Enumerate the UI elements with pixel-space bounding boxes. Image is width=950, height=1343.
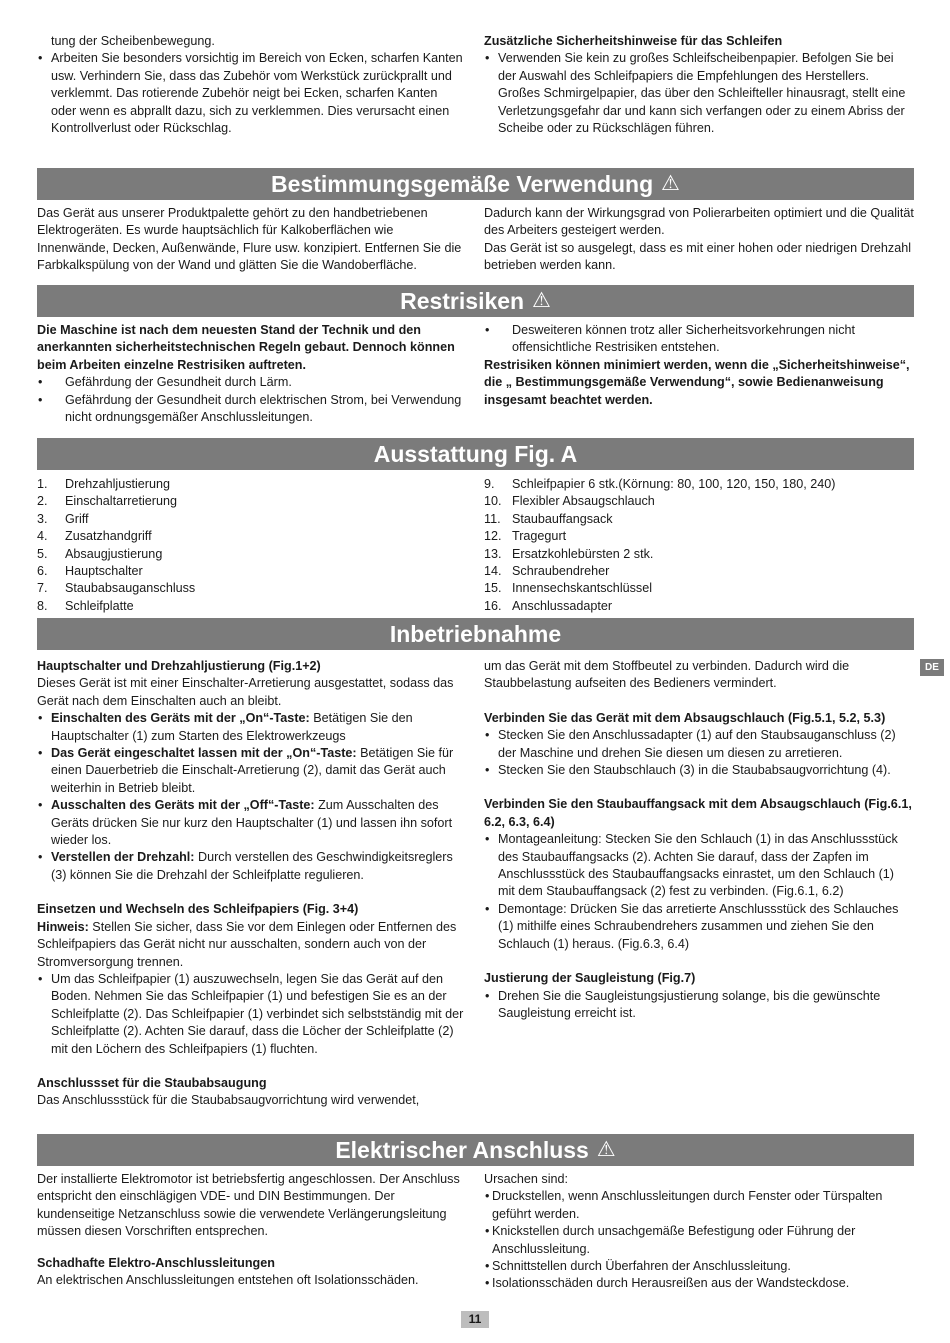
equipment-item: 7. Staubabsauganschluss [37,581,196,596]
top-right-heading: Zusätzliche Sicherheitshinweise für das Schleifen [484,34,783,48]
subheading: Einsetzen und Wechseln des Schleifpapiers (Fig. 3+4) [37,902,359,917]
equipment-item: 5. Absaugjustierung [37,546,163,561]
switch-item: • Verstellen der Drehzahl: Durch verstellen des Geschwindigkeitsreglers (3) können Sie die Drehzahl der Schleifplatte regulieren. [37,849,465,884]
subheading: Verbinden Sie das Gerät mit dem Absaugschlauch (Fig.5.1, 5.2, 5.3) [484,710,886,725]
equipment-item: 8. Schleifplatte [37,598,134,613]
restrisiken-bullet: • Gefährdung der Gesundheit durch Lärm. [37,374,465,391]
restrisiken-intro: Die Maschine ist nach dem neuesten Stand der Technik und den anerkannten sicherheitstechnischen Regeln gebaut. Dennoch können beim Arbeiten einzelne Restrisiken auftreten. [37,323,455,372]
list-item: • Stecken Sie den Anschlussadapter (1) auf den Staubsauganschluss (2) der Maschine und drehen Sie diesen um diesen zu arretieren. [484,727,914,762]
verwendung-right [484,205,914,275]
page-number: 11 [461,1311,489,1328]
top-left-continuation: tung der Scheibenbewegung. [51,34,215,48]
equipment-item: 4. Zusatzhandgriff [37,529,152,544]
list-item: • Schnittstellen durch Überfahren der Anschlussleitung. [484,1258,914,1275]
list-item: • Knickstellen durch unsachgemäße Befestigung oder Führung der Anschlussleitung. [484,1223,914,1258]
section-title-verwendung: Bestimmungsgemäße Verwendung [271,171,654,197]
equipment-item: 6. Hauptschalter [37,564,143,579]
top-right-column [484,33,914,137]
switch-item: • Ausschalten des Geräts mit der „Off“-Taste: Zum Ausschalten des Geräts drücken Sie nur kurz den Hauptschalter (1) und lassen ihn sofort wieder los. [37,797,465,849]
list-item: • Demontage: Drücken Sie das arretierte Anschlussstück des Schlauches (1) mithilfe eines Schraubendrehers zusammen und ziehen Sie den Schlauch (1) heraus. (Fig.6.3, 6.4) [484,901,914,953]
equipment-item: 13. Ersatzkohlebürsten 2 stk. [484,546,654,561]
paragraph: Ursachen sind: [484,1172,568,1186]
verwendung-right-text-1: Dadurch kann der Wirkungsgrad von Polierarbeiten optimiert und die Qualität des Arbeiters gesteigert werden. [484,206,914,238]
list-item: • Druckstellen, wenn Anschlussleitungen durch Fenster oder Türspalten geführt werden. [484,1188,914,1223]
paper-bullet: • Um das Schleifpapier (1) auszuwechseln, legen Sie das Gerät auf den Boden. Nehmen Sie das Schleifpapier (1) und befestigen Sie es an der Schleifplatte (2). Das Schleifpapier (1) verbindet sich selbstständig mit der Schleifplatte (2). Achten Sie darauf, dass die Löcher der Schleifplatte (2) mit den Löchern des Schleifpapiers (1) fluchten. [37,971,465,1058]
equipment-item: 3. Griff [37,511,89,526]
equipment-item: 2. Einschaltarretierung [37,494,178,509]
section-banner-elektrisch [37,1134,914,1166]
paragraph: Das Anschlussstück für die Staubabsaugvorrichtung wird verwendet, [37,1093,420,1108]
inbetrieb-left [37,658,465,1110]
top-right-bullet: • Verwenden Sie kein zu großes Schleifscheibenpapier. Befolgen Sie bei der Auswahl des Schleifpapiers die Empfehlungen des Herstellers. Großes Schmirgelpapier, das über den Schleifteller hinausragt, stellt eine Verletzungsgefahr dar und kann sich verfangen oder zu einem Abriss der Scheibe oder zu Rückschlägen führen. [484,50,914,137]
switch-item: • Das Gerät eingeschaltet lassen mit der „On“-Taste: Betätigen Sie für einen Dauerbetrieb die Einschalt-Arretierung (2), damit das Gerät auch weiterhin in Betrieb bleibt. [37,745,465,797]
subheading: Verbinden Sie den Staubauffangsack mit dem Absaugschlauch (Fig.6.1, 6.2, 6.3, 6.4) [484,797,912,829]
section-banner-inbetriebnahme [37,618,914,650]
paragraph: Der installierte Elektromotor ist betriebsfertig angeschlossen. Der Anschluss entspricht den einschlägigen VDE- und DIN Bestimmungen. Der kundenseitige Netzanschluss sowie die verwendete Verlängerungsleitung müssen diesen Vorschriften entsprechen. [37,1172,460,1239]
paragraph: um das Gerät mit dem Stoffbeutel zu verbinden. Dadurch wird die Staubbelastung aufseiten des Bedieners vermindert. [484,659,850,691]
list-item: • Drehen Sie die Saugleistungsjustierung solange, bis die gewünschte Saugleistung erreicht ist. [484,988,914,1023]
elektrisch-right [484,1171,914,1293]
inbetrieb-right [484,658,914,1022]
equipment-item: 16. Anschlussadapter [484,598,613,613]
restrisiken-closing: Restrisiken können minimiert werden, wenn die „Sicherheitshinweise“, die „ Bestimmungsgemäße Verwendung“, sowie Bedienanweisung insgesamt beachtet werden. [484,357,910,407]
restrisiken-bullet: • Desweiteren können trotz aller Sicherheitsvorkehrungen nicht offensichtliche Restrisiken entstehen. [484,322,914,357]
section-title-elektrisch: Elektrischer Anschluss [335,1137,589,1163]
restrisiken-right [484,322,914,409]
ausstattung-left [37,476,465,615]
verwendung-right-text-2: Das Gerät ist so ausgelegt, dass es mit einer hohen oder niedrigen Drehzahl betrieben werden kann. [484,240,912,273]
warning-icon: ⚠ [661,172,680,195]
section-banner-ausstattung [37,438,914,470]
equipment-item: 14. Schraubendreher [484,564,610,579]
equipment-item: 1. Drehzahljustierung [37,477,171,491]
paragraph: An elektrischen Anschlussleitungen entstehen oft Isolationsschäden. [37,1273,419,1288]
equipment-item: 12. Tragegurt [484,529,567,544]
verwendung-left-text: Das Gerät aus unserer Produktpalette gehört zu den handbetriebenen Elektrogeräten. Es wurde hauptsächlich für Kalkoberflächen wie Innenwände, Decken, Außenwände, Flure usw. konzipiert. Entfernen Sie die Farbkalkspülung von der Wand und glätten Sie die Wandoberfläche. [37,206,462,273]
section-title-ausstattung: Ausstattung Fig. A [373,441,578,467]
top-left-bullet: • Arbeiten Sie besonders vorsichtig im Bereich von Ecken, scharfen Kanten usw. Verhindern Sie, dass das Zubehör vom Werkstück zurückprallt und verklemmt. Das rotierende Zubehör neigt bei Ecken, scharfen Kanten oder wenn es abprallt dazu, sich zu verklemmen. Dies verursacht einen Kontrollverlust oder Rückschlag. [37,50,465,137]
equipment-item: 11. Staubauffangsack [484,511,613,526]
section-banner-restrisiken [37,285,914,317]
elektrisch-left [37,1171,465,1289]
equipment-item: 9. Schleifpapier 6 stk.(Körnung: 80, 100, 120, 150, 180, 240) [484,477,836,491]
language-tab: DE [920,659,944,676]
list-item: • Isolationsschäden durch Herausreißen aus der Wandsteckdose. [484,1275,914,1292]
ausstattung-right [484,476,914,615]
list-item: • Montageanleitung: Stecken Sie den Schlauch (1) in das Anschlussstück des Staubauffangsacks (2). Achten Sie darauf, dass der Zapfen im Anschlussstück des Staubauffangsacks einrastet, um den Schlauch (1) mit dem Staubauffangsack (2) fest zu verbinden. (Fig.6.1, 6.2) [484,831,914,901]
restrisiken-bullet: • Gefährdung der Gesundheit durch elektrischen Strom, bei Verwendung nicht ordnungsgemäßer Anschlussleitungen. [37,392,465,427]
verwendung-left [37,205,465,275]
section-title-restrisiken: Restrisiken [400,288,525,314]
paragraph: Dieses Gerät ist mit einer Einschalter-Arretierung ausgestattet, sodass das Gerät nach dem Einschalten auch an bleibt. [37,676,454,708]
section-title-inbetriebnahme: Inbetriebnahme [389,621,562,647]
switch-item: • Einschalten des Geräts mit der „On“-Taste: Betätigen Sie den Hauptschalter (1) zum Starten des Elektrowerkzeugs [37,710,465,745]
list-item: • Stecken Sie den Staubschlauch (3) in die Staubabsaugvorrichtung (4). [484,762,914,779]
warning-icon: ⚠ [532,289,551,312]
section-banner-verwendung [37,168,914,200]
restrisiken-left [37,322,465,426]
subheading: Justierung der Saugleistung (Fig.7) [484,971,696,986]
top-left-column [37,33,465,137]
equipment-item: 10. Flexibler Absaugschlauch [484,494,655,509]
subheading: Schadhafte Elektro-Anschlussleitungen [37,1255,275,1270]
warning-icon: ⚠ [596,1138,616,1161]
subheading: Anschlussset für die Staubabsaugung [37,1075,267,1090]
equipment-item: 15. Innensechskantschlüssel [484,581,653,596]
subheading: Hauptschalter und Drehzahljustierung (Fig.1+2) [37,659,321,673]
hinweis: Hinweis: Stellen Sie sicher, dass Sie vor dem Einlegen oder Entfernen des Schleifpapiers das Gerät nicht nur ausschalten, sondern auch von der Stromversorgung trennen. [37,919,457,969]
